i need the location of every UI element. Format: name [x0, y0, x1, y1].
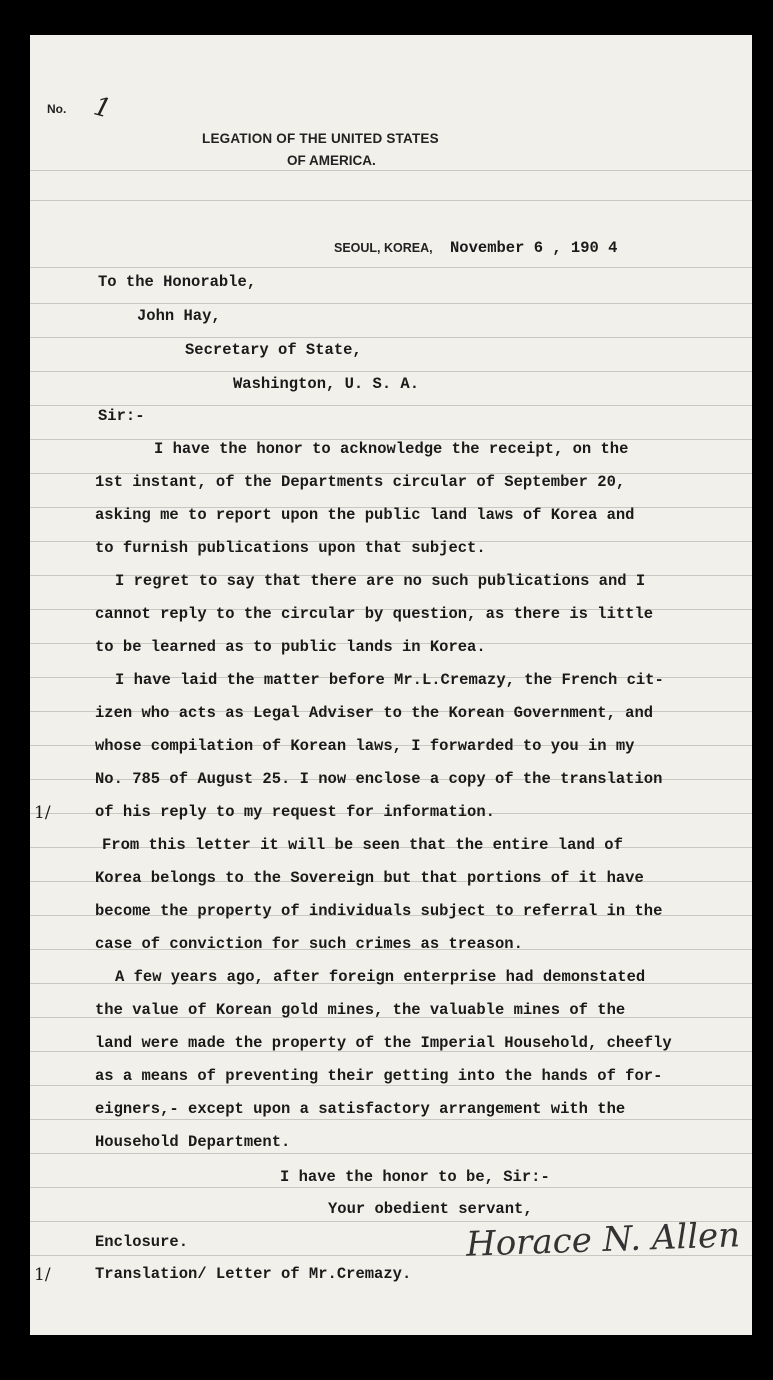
date-line: November 6 , 190 4	[450, 239, 618, 257]
body-line: I have laid the matter before Mr.L.Cremazy, the French cit-	[115, 671, 664, 689]
legation-heading-line2: OF AMERICA.	[287, 153, 376, 168]
enclosure-label: Enclosure.	[95, 1233, 189, 1251]
body-line: of his reply to my request for information.	[95, 803, 495, 821]
body-line: I have the honor to acknowledge the receipt, on the	[154, 440, 629, 458]
body-line: cannot reply to the circular by question, as there is little	[95, 605, 654, 623]
body-line: No. 785 of August 25. I now enclose a copy of the translation	[95, 770, 663, 788]
body-line: land were made the property of the Imperial Household, cheefly	[95, 1034, 672, 1052]
address-line-4: Washington, U. S. A.	[233, 375, 420, 393]
body-line: become the property of individuals subject to referral in the	[95, 902, 663, 920]
body-line: asking me to report upon the public land laws of Korea and	[95, 506, 635, 524]
body-line: to furnish publications upon that subject.	[95, 539, 486, 557]
letter-number-value: 1	[90, 91, 115, 125]
body-line: case of conviction for such crimes as treason.	[95, 935, 523, 953]
place-line: SEOUL, KOREA,	[334, 241, 433, 255]
handwritten-signature: Horace N. Allen	[465, 1215, 741, 1265]
body-line: the value of Korean gold mines, the valuable mines of the	[95, 1001, 626, 1019]
closing-line-2: Your obedient servant,	[328, 1200, 533, 1218]
body-line: whose compilation of Korean laws, I forwarded to you in my	[95, 737, 635, 755]
enclosure-item: Translation/ Letter of Mr.Cremazy.	[95, 1265, 412, 1283]
salutation: Sir:-	[98, 407, 145, 425]
body-line: Korea belongs to the Sovereign but that portions of it have	[95, 869, 644, 887]
body-line: From this letter it will be seen that the entire land of	[102, 836, 623, 854]
body-line: I regret to say that there are no such publications and I	[115, 572, 646, 590]
body-line: A few years ago, after foreign enterprise had demonstated	[115, 968, 646, 986]
margin-mark-enclosure-item: 1/	[34, 1265, 51, 1285]
address-line-2: John Hay,	[137, 307, 221, 325]
body-line: Household Department.	[95, 1133, 291, 1151]
address-line-1: To the Honorable,	[98, 273, 257, 291]
address-line-3: Secretary of State,	[185, 341, 362, 359]
body-line: 1st instant, of the Departments circular of September 20,	[95, 473, 626, 491]
body-line: to be learned as to public lands in Korea.	[95, 638, 486, 656]
letter-number-label: No.	[47, 102, 67, 116]
margin-mark-enclosure-ref: 1/	[34, 803, 51, 823]
document-page	[30, 35, 752, 1335]
legation-heading-line1: LEGATION OF THE UNITED STATES	[202, 131, 439, 146]
body-line: izen who acts as Legal Adviser to the Korean Government, and	[95, 704, 654, 722]
body-line: eigners,- except upon a satisfactory arrangement with the	[95, 1100, 626, 1118]
closing-line-1: I have the honor to be, Sir:-	[280, 1168, 550, 1186]
body-line: as a means of preventing their getting into the hands of for-	[95, 1067, 663, 1085]
